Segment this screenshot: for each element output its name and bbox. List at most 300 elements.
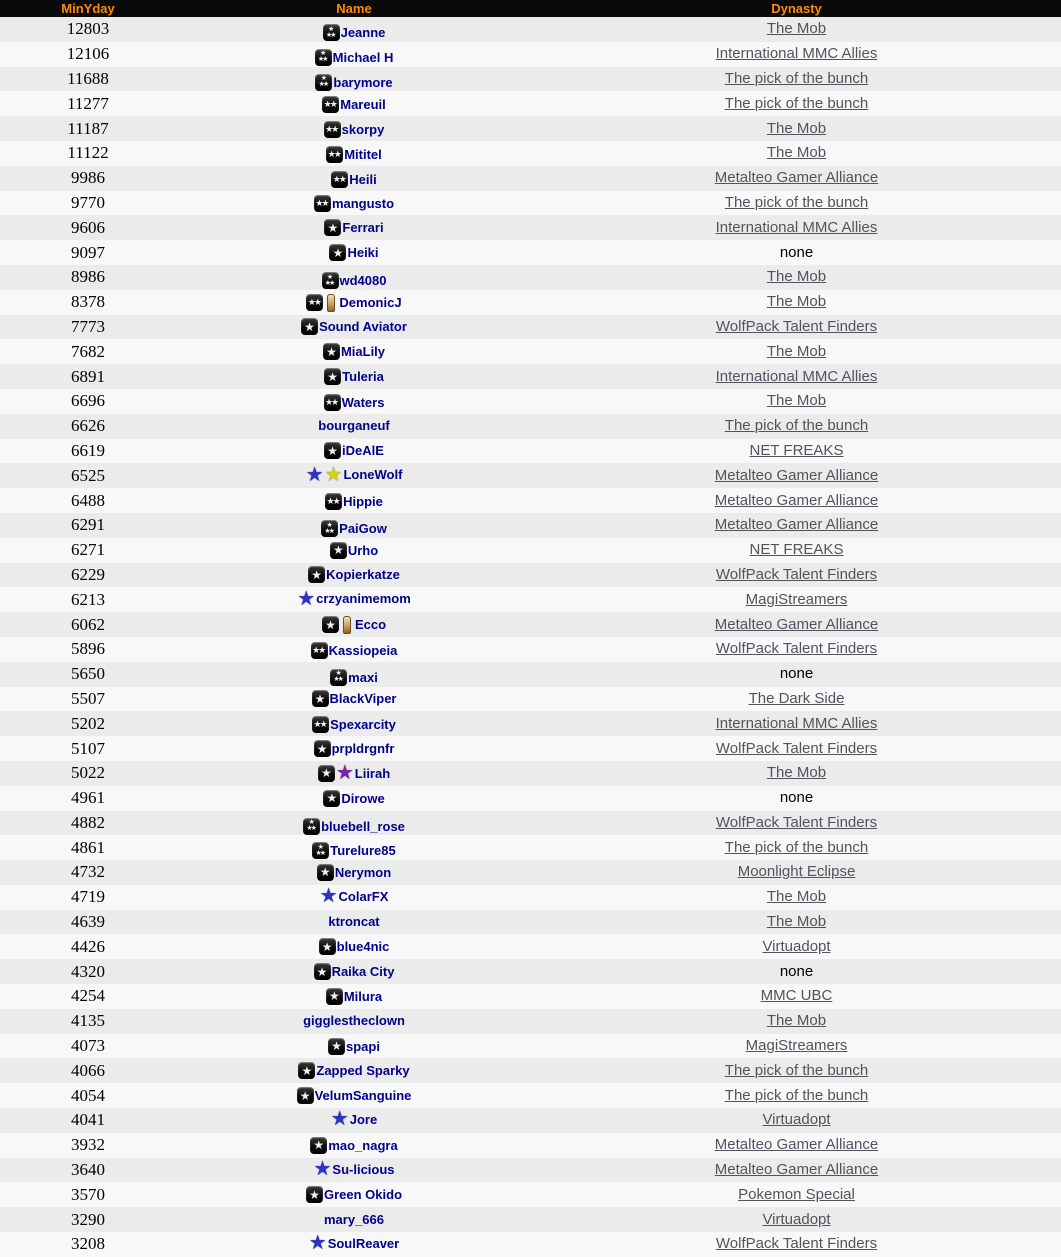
badge-star-row: ★ [327,25,335,33]
name-cell [176,240,532,265]
badge-star-row: ★ [320,50,327,58]
dynasty-link[interactable]: Pokemon Special [738,1185,855,1203]
player-name-link[interactable]: blue4nic [336,939,390,955]
blue-star-icon: ★ [330,1108,349,1131]
dynasty-link[interactable]: Metalteo Gamer Alliance [714,466,879,484]
table-row [0,860,1061,885]
badge-1-star-icon: ★ [314,963,331,980]
dynasty-link[interactable]: NET FREAKS [749,541,844,559]
minyday-value: 6291 [71,515,105,535]
dynasty-cell [532,1009,1061,1034]
player-name-link[interactable]: Zapped Sparky [316,1063,410,1079]
table-row [0,662,1061,687]
name-cell [176,17,532,42]
table-row [0,265,1061,290]
table-row [0,711,1061,736]
minyday-value: 6891 [71,366,105,386]
name-wrap [318,762,391,785]
dynasty-cell [532,835,1061,860]
name-wrap [297,587,411,610]
badge-star-row: ★ [326,521,333,529]
dynasty-link[interactable]: Moonlight Eclipse [737,863,856,881]
name-cell [176,587,532,612]
badge-3-star-icon [321,520,338,537]
name-wrap [310,1137,397,1154]
name-wrap [325,493,383,510]
player-name-link[interactable]: bluebell_rose [321,818,405,834]
dynasty-cell [532,290,1061,315]
dynasty-cell [532,240,1061,265]
badge-1-star-icon: ★ [322,616,339,633]
name-cell [176,290,532,315]
badge-1-star-icon: ★ [324,442,341,459]
minyday-value: 6213 [71,589,105,609]
player-name-link[interactable]: mary_666 [324,1211,384,1227]
dynasty-link[interactable]: The pick of the bunch [724,193,869,211]
dynasty-link[interactable]: WolfPack Talent Finders [715,565,878,583]
minyday-value: 4732 [71,862,105,882]
badge-star-row: ★★ [324,279,334,287]
table-row [0,364,1061,389]
name-wrap [324,394,385,411]
badge-3-star-icon [315,49,332,66]
player-name-link[interactable]: maxi [348,669,378,685]
dynasty-cell [532,711,1061,736]
badge-1-star-icon: ★ [328,1038,345,1055]
name-cell [176,364,532,389]
dynasty-cell [532,860,1061,885]
dynasty-link[interactable]: The pick of the bunch [724,417,869,435]
badge-1-star-icon: ★ [301,318,318,335]
name-wrap [314,195,394,212]
badge-1-star-icon: ★ [306,1186,323,1203]
player-name-link[interactable]: Ecco [354,617,387,633]
dynasty-cell [532,364,1061,389]
dynasty-cell [532,637,1061,662]
name-wrap [324,368,384,385]
badge-1-star-icon: ★ [318,765,335,782]
table-row [0,141,1061,166]
dynasty-cell [532,612,1061,637]
player-name-link[interactable]: Kassiopeia [328,642,398,658]
dynasty-link[interactable]: Metalteo Gamer Alliance [714,1136,879,1154]
player-name-link[interactable]: Sound Aviator [319,319,407,335]
name-cell [176,1058,532,1083]
player-name-link[interactable]: Turelure85 [330,843,396,859]
name-cell [176,910,532,935]
name-cell [176,811,532,836]
name-wrap [324,219,383,236]
player-name-link[interactable]: Ferrari [342,220,384,236]
dynasty-link[interactable]: MagiStreamers [745,590,848,608]
table-row [0,414,1061,439]
yellow-star-icon: ★ [324,463,343,486]
name-cell [176,637,532,662]
badge-1-star-icon: ★ [330,542,347,559]
table-row [0,290,1061,315]
minyday-value: 7682 [71,341,105,361]
dynasty-cell [532,513,1061,538]
minyday-value: 3570 [71,1184,105,1204]
name-wrap [322,616,386,634]
table-row [0,984,1061,1009]
dynasty-link[interactable]: The pick of the bunch [724,1086,869,1104]
player-name-link[interactable]: Mareuil [340,97,386,113]
dynasty-link[interactable]: The Mob [766,119,827,137]
dynasty-cell [532,42,1061,67]
dynasty-link[interactable]: The Mob [766,144,827,162]
blue-star-icon: ★ [308,1232,327,1255]
player-name-link[interactable]: VelumSanguine [314,1088,412,1104]
dynasty-link[interactable]: The Mob [766,392,827,410]
badge-3-star-icon [323,24,340,41]
name-cell [176,42,532,67]
name-cell [176,116,532,141]
table-row [0,1232,1061,1257]
name-cell [176,711,532,736]
badge-1-star-icon: ★ [323,343,340,360]
minyday-value: 9606 [71,217,105,237]
name-wrap [322,272,387,289]
name-wrap [324,121,385,138]
dynasty-cell [532,141,1061,166]
dynasty-cell [532,885,1061,910]
player-name-link[interactable]: Spexarcity [330,717,396,733]
dynasty-cell [532,786,1061,811]
minyday-value: 12803 [66,19,110,39]
name-cell [176,265,532,290]
table-row [0,488,1061,513]
badge-star-row: ★★ [318,81,328,89]
name-wrap [306,1186,402,1203]
player-name-link[interactable]: Heili [349,171,377,187]
player-name-link[interactable]: PaiGow [339,521,387,537]
player-name-link[interactable]: Liirah [354,765,391,781]
badge-star-row: ★ [320,75,328,83]
dynasty-cell [532,215,1061,240]
badge-2-star-icon: ★★ [312,716,329,733]
player-name-link[interactable]: mao_nagra [328,1137,398,1153]
dynasty-link[interactable]: NET FREAKS [749,441,844,459]
player-name-link[interactable]: Raika City [331,964,395,980]
name-wrap [323,343,385,360]
name-cell [176,736,532,761]
badge-3-star-icon [303,818,320,835]
name-wrap [306,294,401,312]
column-header-name[interactable]: Name [336,1,372,16]
dynasty-link[interactable]: WolfPack Talent Finders [715,640,878,658]
badge-1-star-icon: ★ [298,1062,315,1079]
player-name-link[interactable]: Michael H [332,49,394,65]
badge-1-star-icon: ★ [329,244,346,261]
blue-star-icon: ★ [313,1158,332,1181]
player-name-link[interactable]: Hippie [343,494,383,510]
minyday-value: 4861 [71,837,105,857]
name-wrap [323,790,384,807]
name-wrap [301,318,407,335]
dynasty-link[interactable]: Metalteo Gamer Alliance [714,516,879,534]
dynasty-link[interactable]: The pick of the bunch [724,94,869,112]
badge-star-row: ★★ [324,527,333,535]
dynasty-link[interactable]: The Mob [766,20,827,38]
name-cell [176,563,532,588]
dynasty-link[interactable]: The Dark Side [748,689,845,707]
player-name-link[interactable]: ColarFX [338,888,389,904]
badge-star-row: ★★ [333,676,342,684]
minyday-value: 4320 [71,961,105,981]
name-wrap [305,463,403,486]
table-row [0,612,1061,637]
dynasty-link[interactable]: International MMC Allies [715,218,878,236]
dynasty-cell [532,1058,1061,1083]
dynasty-link[interactable]: Metalteo Gamer Alliance [714,615,879,633]
name-cell [176,662,532,687]
minyday-value: 6626 [71,416,105,436]
name-wrap [303,1013,405,1028]
name-wrap [328,1038,380,1055]
minyday-value: 4882 [71,812,105,832]
name-cell [176,1158,532,1183]
player-name-link[interactable]: LoneWolf [343,467,403,483]
dynasty-link[interactable]: The Mob [766,1012,827,1030]
blue-star-icon: ★ [319,885,338,908]
dynasty-cell [532,587,1061,612]
dynasty-cell [532,439,1061,464]
dynasty-link[interactable]: Metalteo Gamer Alliance [714,491,879,509]
player-name-link[interactable]: prpldrgnfr [331,741,395,756]
name-cell [176,959,532,984]
dynasty-link[interactable]: The Mob [766,293,827,311]
dynasty-link[interactable]: Virtuadopt [762,1111,831,1129]
name-cell [176,538,532,563]
name-wrap [298,1062,409,1079]
minyday-value: 4426 [71,936,105,956]
column-header-minyday[interactable]: MinYday [61,1,115,16]
player-name-link[interactable]: mangusto [331,196,395,212]
name-wrap [323,24,386,41]
player-name-link[interactable]: wd4080 [339,273,387,289]
table-row [0,885,1061,910]
dynasty-cell [532,1182,1061,1207]
dynasty-link[interactable]: The Mob [766,268,827,286]
purple-star-icon: ★ [335,762,354,785]
dynasty-link[interactable]: The Mob [766,342,827,360]
dynasty-link[interactable]: Metalteo Gamer Alliance [714,169,879,187]
table-row [0,1133,1061,1158]
badge-1-star-icon: ★ [312,690,329,707]
dynasty-link[interactable]: The Mob [766,888,827,906]
table-row [0,736,1061,761]
dynasty-link[interactable]: MagiStreamers [745,1037,848,1055]
dynasty-cell [532,91,1061,116]
badge-3-star-icon [330,669,347,686]
badge-1-star-icon: ★ [324,368,341,385]
minyday-value: 3932 [71,1135,105,1155]
table-row [0,1009,1061,1034]
name-wrap [308,1232,400,1255]
dynasty-none-label: none [779,243,814,261]
player-name-link[interactable]: Jeanne [340,25,386,41]
table-row [0,513,1061,538]
dynasty-cell [532,1158,1061,1183]
name-cell [176,339,532,364]
player-name-link[interactable]: skorpy [341,122,385,138]
dynasty-link[interactable]: Metalteo Gamer Alliance [714,1161,879,1179]
player-name-link[interactable]: barymore [333,74,393,90]
dynasty-link[interactable]: The Mob [766,913,827,931]
dynasty-link[interactable]: Virtuadopt [762,1210,831,1228]
name-cell [176,141,532,166]
player-name-link[interactable]: Tuleria [342,369,384,385]
badge-star-row: ★ [317,843,324,851]
table-row [0,637,1061,662]
name-cell [176,885,532,910]
column-header-dynasty[interactable]: Dynasty [771,1,822,16]
name-wrap [312,690,397,707]
dynasty-cell [532,339,1061,364]
minyday-value: 3290 [71,1209,105,1229]
dynasty-link[interactable]: WolfPack Talent Finders [715,739,878,757]
minyday-value: 7773 [71,316,105,336]
minyday-value: 9986 [71,168,105,188]
name-cell [176,1182,532,1207]
name-wrap [331,171,376,188]
player-name-link[interactable]: gigglestheclown [303,1013,405,1029]
table-row [0,934,1061,959]
player-name-link[interactable]: Su-licious [332,1161,395,1177]
dynasty-cell [532,1108,1061,1133]
table-row [0,17,1061,42]
player-name-link[interactable]: DemonicJ [339,295,402,311]
dynasty-cell [532,959,1061,984]
dynasty-link[interactable]: WolfPack Talent Finders [715,1235,878,1253]
name-wrap [319,938,390,955]
player-name-link[interactable]: iDeAlE [342,443,384,459]
badge-star-row: ★★ [325,31,335,39]
minyday-value: 4719 [71,887,105,907]
dynasty-cell [532,265,1061,290]
badge-1-star-icon: ★ [297,1087,314,1104]
name-wrap [330,542,378,559]
table-row [0,1182,1061,1207]
badge-2-star-icon: ★★ [324,394,341,411]
table-row [0,67,1061,92]
player-name-link[interactable]: MiaLily [340,344,386,360]
name-wrap [297,1087,412,1104]
player-name-link[interactable]: Green Okido [323,1187,403,1203]
name-wrap [312,842,396,859]
badge-1-star-icon: ★ [314,740,331,757]
dynasty-cell [532,1133,1061,1158]
table-row [0,42,1061,67]
badge-2-star-icon: ★★ [314,195,331,212]
dynasty-link[interactable]: The pick of the bunch [724,1061,869,1079]
player-name-link[interactable]: Mititel [344,146,382,162]
player-name-link[interactable]: Nerymon [334,864,392,880]
dynasty-link[interactable]: MMC UBC [760,987,833,1005]
player-name-link[interactable]: Waters [341,394,385,410]
player-name-link[interactable]: bourganeuf [318,418,390,434]
table-row [0,1207,1061,1232]
table-row [0,389,1061,414]
name-wrap [324,442,384,459]
name-cell [176,414,532,439]
table-row [0,116,1061,141]
name-wrap [326,146,382,163]
player-name-link[interactable]: spapi [346,1038,380,1054]
minyday-value: 5022 [71,763,105,783]
minyday-value: 3208 [71,1234,105,1254]
table-row [0,215,1061,240]
table-row [0,761,1061,786]
player-name-link[interactable]: ktroncat [328,914,380,930]
table-row [0,191,1061,216]
dynasty-link[interactable]: The pick of the bunch [724,838,869,856]
dynasty-link[interactable]: WolfPack Talent Finders [715,317,878,335]
dynasty-cell [532,1083,1061,1108]
badge-star-row: ★ [335,670,342,678]
player-name-link[interactable]: Milura [343,988,383,1004]
dynasty-link[interactable]: International MMC Allies [715,367,878,385]
dynasty-link[interactable]: WolfPack Talent Finders [715,813,878,831]
minyday-value: 6488 [71,490,105,510]
minyday-value: 11277 [67,93,109,113]
minyday-value: 6619 [71,440,105,460]
name-cell [176,166,532,191]
minyday-value: 8986 [71,267,105,287]
dynasty-link[interactable]: The Mob [766,764,827,782]
table-row [0,1058,1061,1083]
table-row [0,910,1061,935]
badge-2-star-icon: ★★ [331,171,348,188]
minyday-value: 4135 [71,1011,105,1031]
dynasty-cell [532,1232,1061,1257]
minyday-value: 6062 [71,614,105,634]
dynasty-link[interactable]: International MMC Allies [715,45,878,63]
dynasty-link[interactable]: International MMC Allies [715,714,878,732]
dynasty-link[interactable]: Virtuadopt [762,937,831,955]
name-cell [176,488,532,513]
blue-star-icon: ★ [305,463,324,486]
name-wrap [303,818,405,835]
player-name-link[interactable]: Urho [347,542,379,558]
player-name-link[interactable]: Kopierkatze [326,567,400,583]
player-name-link[interactable]: SoulReaver [327,1235,400,1251]
name-wrap [308,566,400,583]
name-cell [176,687,532,712]
dynasty-cell [532,910,1061,935]
player-name-link[interactable]: Heiki [347,245,379,261]
dynasty-cell [532,315,1061,340]
minyday-value: 5507 [71,688,105,708]
dynasty-cell [532,1207,1061,1232]
dynasty-cell [532,687,1061,712]
table-row [0,687,1061,712]
name-cell [176,1083,532,1108]
minyday-value: 11122 [67,143,109,163]
badge-1-star-icon: ★ [326,988,343,1005]
dynasty-cell [532,538,1061,563]
player-name-link[interactable]: BlackViper [329,691,397,707]
badge-star-row: ★★ [306,825,315,833]
table-row [0,166,1061,191]
badge-2-star-icon: ★★ [306,294,323,311]
name-wrap [313,1158,395,1181]
player-name-link[interactable]: Dirowe [341,790,385,806]
player-name-link[interactable]: Jore [349,1111,378,1127]
player-name-link[interactable]: crzyanimemom [316,591,411,607]
dynasty-link[interactable]: The pick of the bunch [724,69,869,87]
